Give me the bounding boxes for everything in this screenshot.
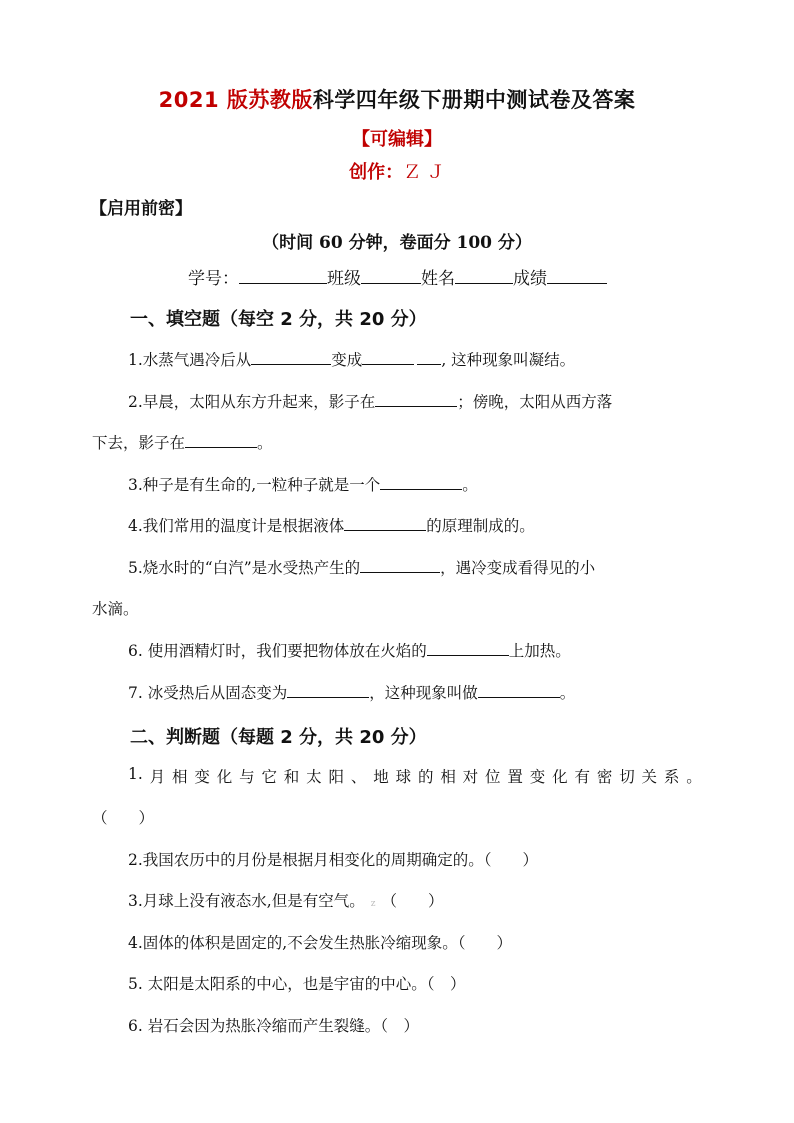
q5-text-a: 5.烧水时的“白汽”是水受热产生的 <box>128 559 361 577</box>
true-false-question-6: 6. 岩石会因为热胀冷缩而产生裂缝。（ ） <box>128 1017 419 1035</box>
q5-text-b: ，遇冷变成看得见的小 <box>440 559 596 577</box>
q4-text-b: 的原理制成的。 <box>426 517 535 535</box>
section2-heading: 二、判断题（每题 2 分，共 20 分） <box>130 727 427 748</box>
title-red-part: 2021 版苏教版 <box>158 88 313 112</box>
q7-blank-1[interactable] <box>287 683 369 698</box>
q4-text-a: 4.我们常用的温度计是根据液体 <box>128 517 345 535</box>
q2-text-a: 2.早晨，太阳从东方升起来，影子在 <box>128 393 376 411</box>
tf1-char: 阳 <box>328 768 345 786</box>
fill-question-1 <box>128 348 702 370</box>
fill-question-2 <box>128 390 702 412</box>
tf1-char: 与 <box>239 768 255 786</box>
tf1-char: 置 <box>507 768 523 786</box>
q6-text-b: 上加热。 <box>508 642 571 660</box>
class-blank[interactable] <box>361 267 421 284</box>
q7-blank-2[interactable] <box>478 683 560 698</box>
student-id-blank[interactable] <box>239 267 327 284</box>
q6-blank[interactable] <box>427 641 509 656</box>
tf1-char: 相 <box>440 768 456 786</box>
q1-text-c: , 这种现象叫凝结。 <box>441 351 576 369</box>
tf1-char: 化 <box>216 768 233 786</box>
tf1-char: 系 <box>663 768 680 786</box>
tf1-char: 变 <box>529 768 546 786</box>
tf1-char: 变 <box>194 768 210 786</box>
tf1-char: 地 <box>373 768 389 786</box>
fill-question-7 <box>128 681 702 703</box>
tf1-char: 密 <box>596 768 613 786</box>
class-label: 班级 <box>327 269 361 289</box>
q1-blank-3[interactable] <box>417 350 441 365</box>
q2-blank-2[interactable] <box>185 433 257 448</box>
time-info: （时间 60 分钟，卷面分 100 分） <box>262 233 532 253</box>
tf3-text: 3.月球上没有液态水,但是有空气。 <box>128 892 365 910</box>
true-false-question-1-paren[interactable]: （ ） <box>92 809 155 827</box>
q3-text-a: 3.种子是有生命的,一粒种子就是一个 <box>128 476 381 494</box>
q3-blank[interactable] <box>380 475 462 490</box>
name-blank[interactable] <box>455 267 513 284</box>
tf1-char: 1. <box>128 765 143 783</box>
true-false-question-5: 5. 太阳是太阳系的中心，也是宇宙的中心。（ ） <box>128 975 466 993</box>
author-label: 创作： <box>349 162 404 183</box>
tf1-char: 的 <box>417 768 434 786</box>
fill-question-3 <box>128 473 702 495</box>
student-id-label: 学号： <box>188 269 239 289</box>
q1-blank-1[interactable] <box>251 350 331 365</box>
true-false-question-3 <box>128 889 702 911</box>
tf1-char: 。 <box>686 768 702 786</box>
tf1-char: 关 <box>641 768 658 786</box>
secret-label: 【启用前密】 <box>90 199 192 219</box>
q7-text-c: 。 <box>559 684 576 702</box>
fill-question-2-cont <box>92 431 702 453</box>
author-name: Ｚ Ｊ <box>403 162 445 183</box>
author-line <box>0 158 794 184</box>
q2-text-b: ；傍晚，太阳从西方落 <box>457 393 613 411</box>
fill-question-5 <box>128 556 702 578</box>
tf1-char: 切 <box>619 768 635 786</box>
name-label: 姓名 <box>421 269 455 289</box>
tf1-char: 有 <box>574 768 590 786</box>
student-info-line <box>188 264 607 289</box>
tf1-char: 位 <box>485 768 501 786</box>
true-false-question-4: 4.固体的体积是固定的,不会发生热胀冷缩现象。（ ） <box>128 934 512 952</box>
q7-text-b: ，这种现象叫做 <box>369 684 478 702</box>
tf1-char: 、 <box>350 768 367 786</box>
tf1-char: 它 <box>261 768 277 786</box>
tf1-char: 月 <box>149 768 166 786</box>
section1-heading: 一、填空题（每空 2 分，共 20 分） <box>130 309 427 330</box>
true-false-question-2: 2.我国农历中的月份是根据月相变化的周期确定的。（ ） <box>128 851 539 869</box>
q7-text-a: 7. 冰受热后从固态变为 <box>128 684 288 702</box>
tf1-char: 太 <box>306 768 322 786</box>
score-blank[interactable] <box>547 267 607 284</box>
tf1-char: 化 <box>552 768 568 786</box>
editable-label: 【可编辑】 <box>352 129 442 150</box>
q2-blank-1[interactable] <box>375 392 457 407</box>
q1-text-a: 1.水蒸气遇冷后从 <box>128 351 252 369</box>
fill-question-4 <box>128 514 702 536</box>
q3-text-b: 。 <box>462 476 478 494</box>
title-black-part: 科学四年级下册期中测试卷及答案 <box>312 88 636 112</box>
fill-question-6 <box>128 639 702 661</box>
score-label: 成绩 <box>513 269 547 289</box>
q6-text-a: 6. 使用酒精灯时，我们要把物体放在火焰的 <box>128 642 427 660</box>
tf1-char: 对 <box>462 768 479 786</box>
q1-text-b: 变成 <box>331 351 363 369</box>
q2-text-d: 。 <box>257 434 273 452</box>
q4-blank[interactable] <box>344 516 426 531</box>
true-false-question-1 <box>128 765 702 787</box>
fill-question-5-cont: 水滴。 <box>92 600 139 618</box>
tf1-char: 和 <box>283 768 300 786</box>
tf1-char: 相 <box>172 768 188 786</box>
q1-blank-2[interactable] <box>362 350 414 365</box>
tf1-char: 球 <box>395 768 412 786</box>
q2-text-c: 下去，影子在 <box>92 434 186 452</box>
document-title <box>0 84 794 114</box>
tf3-faint-mark: z <box>370 899 376 909</box>
tf3-paren[interactable]: （ ） <box>381 892 444 910</box>
q5-blank[interactable] <box>360 558 440 573</box>
